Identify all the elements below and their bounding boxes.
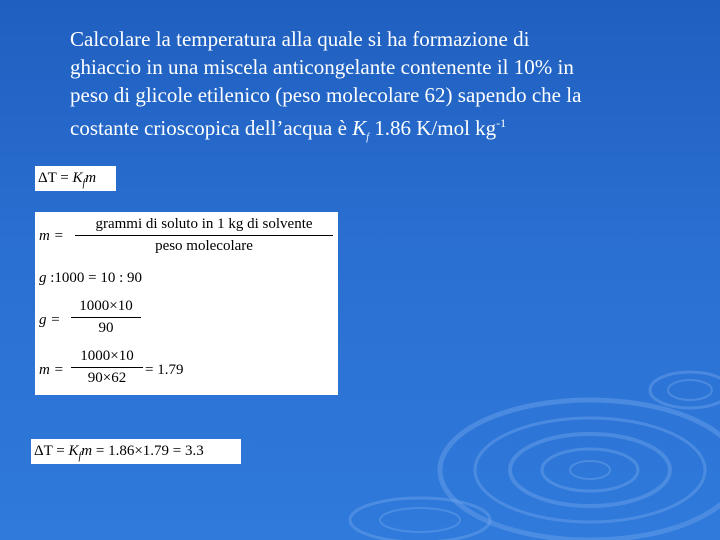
molality-numerator: grammi di soluto in 1 kg di solvente (95, 216, 313, 232)
problem-line-4 (70, 109, 670, 152)
g-fraction (71, 298, 141, 337)
mass-ratio-rest: :1000 = 10 : 90 (46, 270, 143, 286)
g-denominator: 90 (98, 320, 114, 336)
problem-line-1: Calcolare la temperatura alla quale si ha formazione di (70, 27, 530, 51)
m-fraction (71, 348, 143, 387)
m-symbol: m (85, 170, 97, 186)
g-numerator: 1000×10 (79, 298, 133, 314)
k-symbol: K (68, 443, 79, 459)
kf-exponent: -1 (496, 116, 507, 130)
molality-denominator: peso molecolare (155, 238, 253, 254)
molality-definition-lhs: m = (39, 228, 64, 244)
formula-freezing-point-depression (35, 166, 116, 191)
m-symbol: m (81, 443, 93, 459)
formula-delta-t-result (31, 439, 241, 464)
molality-definition-fraction (75, 216, 333, 255)
problem-statement (70, 25, 670, 152)
problem-line-4-prefix: costante crioscopica dell’acqua è (70, 116, 353, 140)
m-denominator: 90×62 (87, 370, 127, 386)
formula-molality-calculation (35, 212, 338, 395)
m-numerator: 1000×10 (80, 348, 134, 364)
delta-t-label: ΔT = (38, 170, 73, 186)
f-subscript: f (78, 451, 82, 462)
problem-line-3: peso di glicole etilenico (peso molecolare 62) sapendo che la (70, 83, 582, 107)
g-lhs: g = (39, 312, 61, 328)
k-symbol: K (72, 170, 83, 186)
kf-value: 1.86 K/mol kg (368, 116, 497, 140)
m-lhs: m = (39, 362, 64, 378)
kf-symbol: K (352, 116, 367, 140)
m-result: = 1.79 (145, 362, 184, 378)
g-symbol: g (39, 270, 47, 286)
f-subscript: f (82, 178, 86, 189)
delta-t-value: = 1.86×1.79 = 3.3 (92, 443, 204, 459)
problem-line-2: ghiaccio in una miscela anticongelante contenente il 10% in (70, 55, 574, 79)
mass-ratio (39, 270, 142, 287)
kf-subscript: f (366, 132, 369, 144)
delta-t-label: ΔT = (34, 443, 69, 459)
